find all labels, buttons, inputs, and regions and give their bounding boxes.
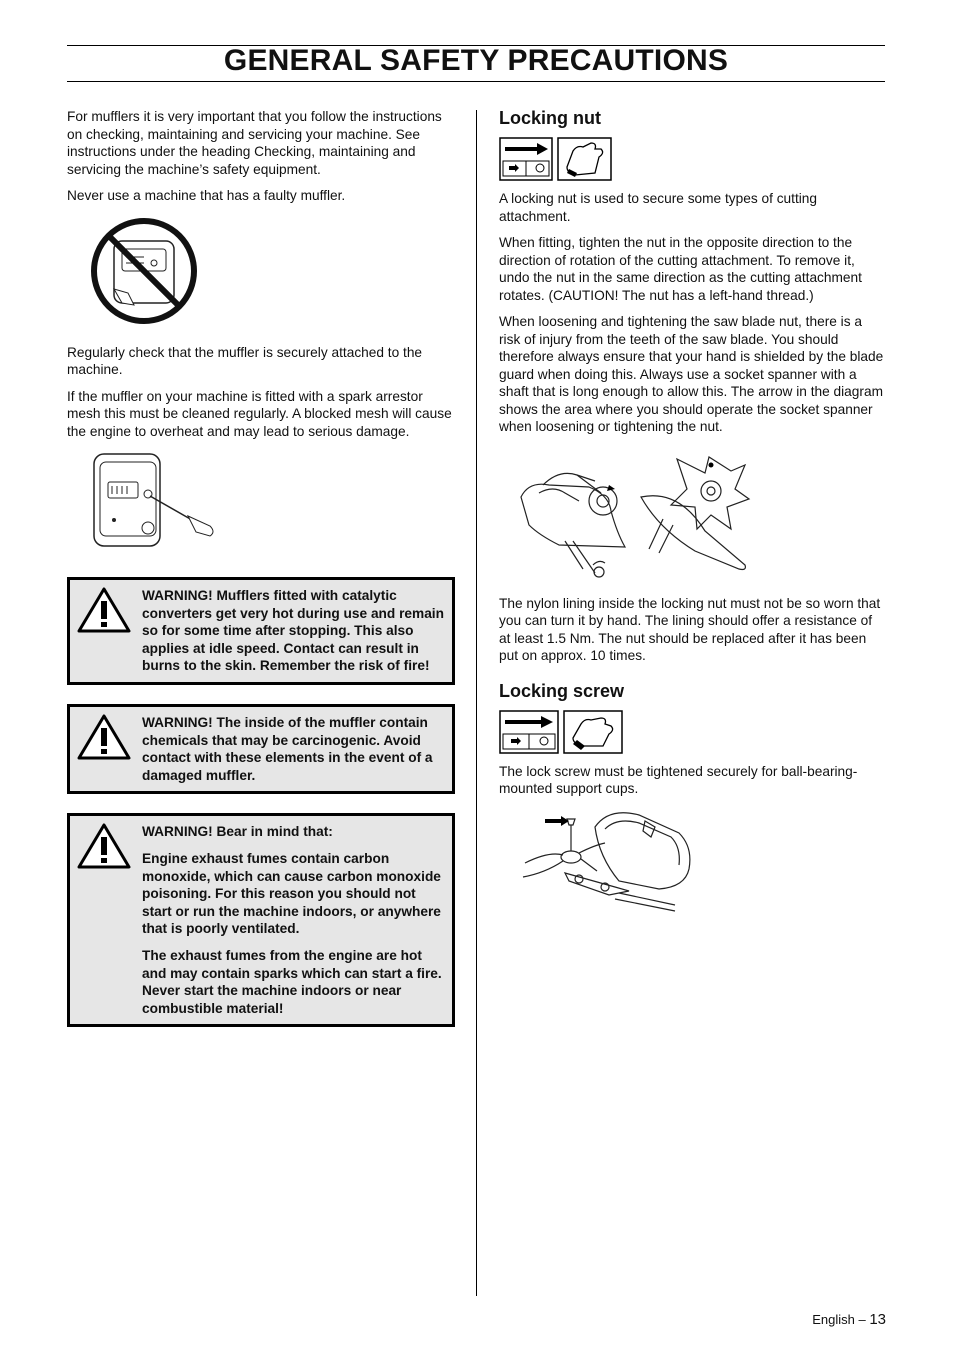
warning-fire-text: The exhaust fumes from the engine are hot and may contain sparks which can start a fire. Never start the machine indoors or near combustible material! [142,947,442,1016]
socket-spanner-diagram [499,445,885,583]
footer-language: English [812,1312,855,1327]
warning-triangle-icon [76,822,132,870]
left-column [67,108,455,1027]
warning-catalytic-text: WARNING! Mufflers fitted with catalytic converters get very hot during use and remain so for some time after stopping. This also applies at idle speed. Contact can result in burns to the skin. Remember the risk of fire! [142,588,444,674]
warning-box-exhaust [67,813,455,1027]
right-column [499,108,885,915]
arrow-switch-icon [499,710,559,754]
warning-triangle-icon [76,713,132,761]
locking-nut-fitting-text: When fitting, tighten the nut in the opposite direction to the direction of rotation of the cutting attachment. To remove it, undo the nut in the same direction as the cutting attachment rotates. (CAUTION! The nut has a left-hand thread.) [499,235,862,303]
locking-screw-diagram [499,807,885,915]
title-bottom-rule [67,81,885,82]
no-faulty-muffler-icon [67,214,455,332]
locking-nut-heading: Locking nut [499,108,601,128]
arrow-switch-icon [499,137,553,181]
column-divider [476,110,477,1296]
locking-screw-heading: Locking screw [499,680,625,701]
faulty-muffler-text: Never use a machine that has a faulty muffler. [67,188,346,203]
warning-carbon-monoxide-text: Engine exhaust fumes contain carbon monoxide, which can cause carbon monoxide poisoning. For this reason you should not start or run the machine indoors, or anywhere that is poorly ventilated. [142,850,441,937]
warning-carcinogenic-text: WARNING! The inside of the muffler contain chemicals that may be carcinogenic. Avoid contact with these elements in the event of a damaged muffler. [142,714,433,783]
warning-exhaust-heading: WARNING! Bear in mind that: [142,824,333,840]
check-attached-text: Regularly check that the muffler is securely attached to the machine. [67,344,423,377]
glove-icon [557,137,612,181]
locking-screw-icons [499,710,885,754]
warning-triangle-icon [76,586,132,634]
page-title: GENERAL SAFETY PRECAUTIONS [223,44,729,77]
locking-nut-purpose-text: A locking nut is used to secure some types of cutting attachment. [499,191,818,224]
page-number: 13 [869,1311,886,1328]
footer-dash: – [858,1312,866,1327]
muffler-intro-text: For mufflers it is very important that you follow the instructions on checking, maintaining and servicing your machine. See instructions under the heading Checking, maintaining and servicing the machine’s safety equipment. [67,109,442,177]
muffler-screwdriver-icon [67,449,455,553]
warning-box-catalytic [67,577,455,685]
spark-arrestor-text: If the muffler on your machine is fitted with a spark arrestor mesh this must be cleaned regularly. A blocked mesh will cause the engine to overheat and may lead to serious damage. [67,388,452,439]
saw-blade-nut-text: When loosening and tightening the saw blade nut, there is a risk of injury from the teeth of the saw blade. You should therefore always ensure that your hand is shielded by the blade guard when doing this. Always use a socket spanner with a shaft that is long enough to allow this. The arrow in the diagram shows the area where you should operate the socket spanner when loosening or tightening the nut. [499,314,884,434]
lock-screw-text: The lock screw must be tightened securely for ball-bearing-mounted support cups. [499,763,858,796]
warning-box-carcinogenic [67,704,455,794]
locking-nut-icons [499,137,885,181]
glove-icon [563,710,623,754]
nylon-lining-text: The nylon lining inside the locking nut must not be so worn that you can turn it by hand. The lining should offer a resistance of at least 1.5 Nm. The nut should be replaced after it has been put on approx. 10 times. [499,595,881,663]
page-footer [812,1311,886,1328]
